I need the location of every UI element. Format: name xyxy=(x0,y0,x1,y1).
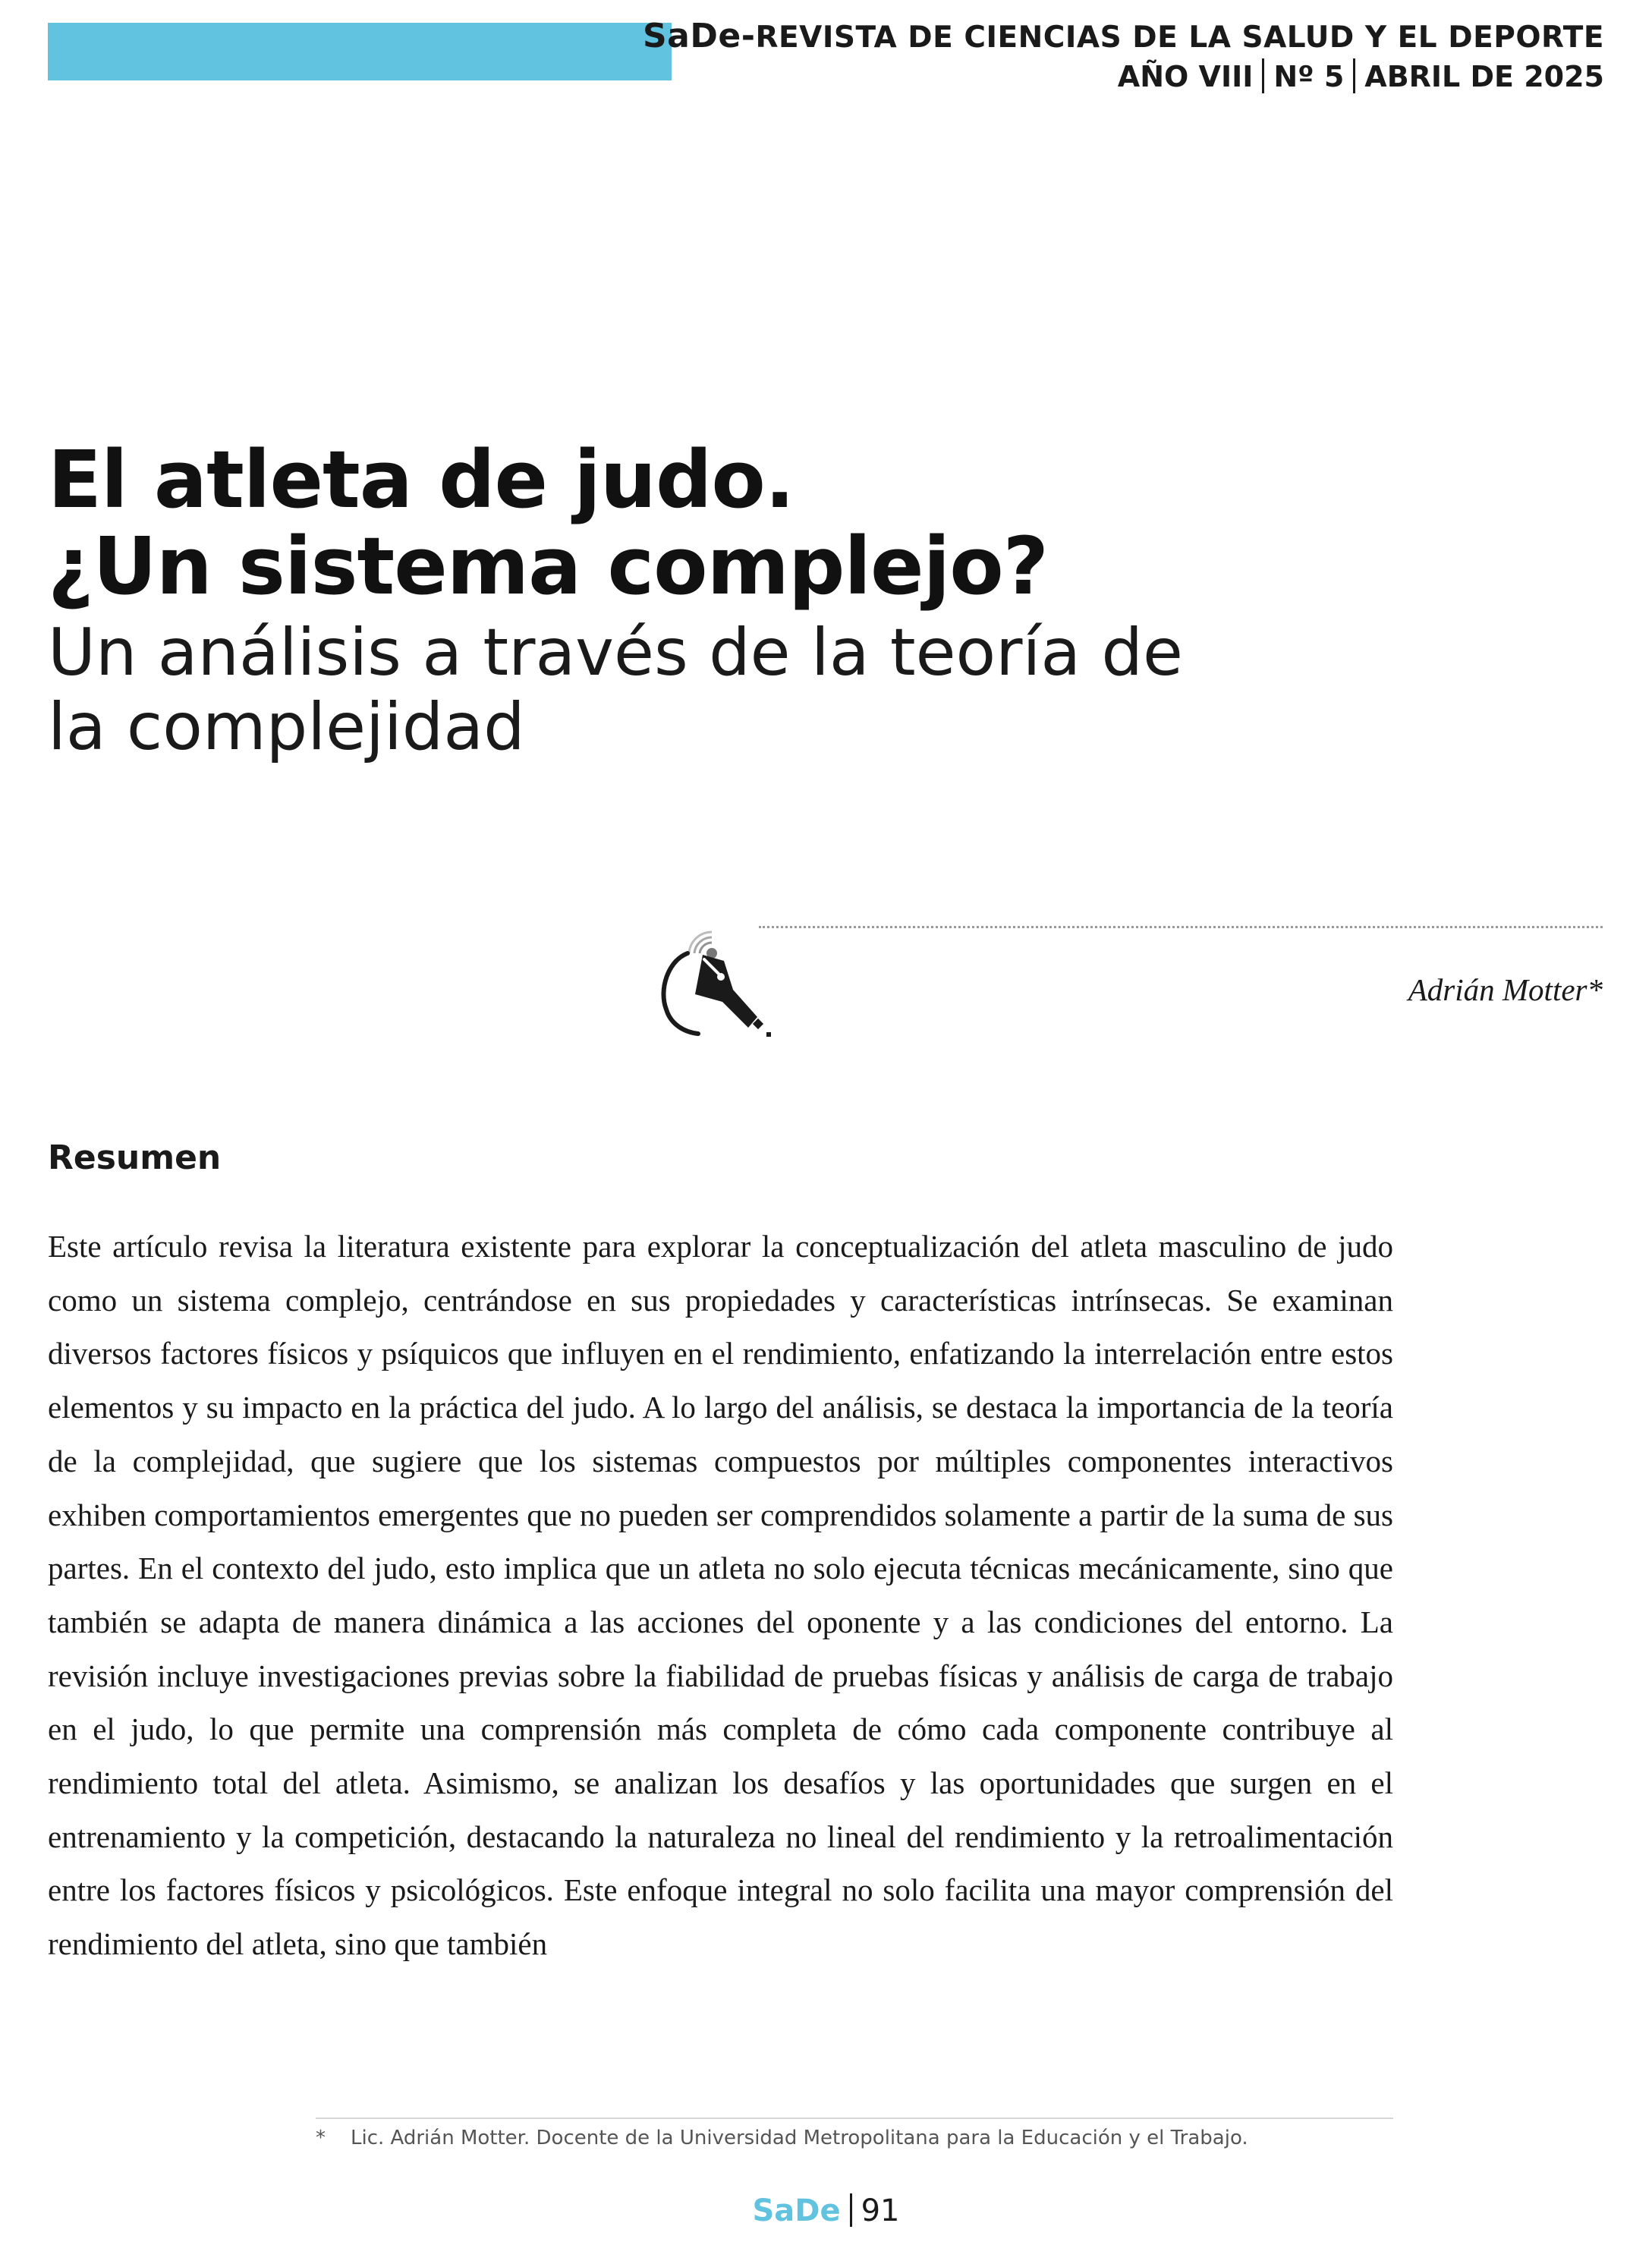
author-divider xyxy=(759,926,1603,928)
footer-separator xyxy=(850,2193,852,2227)
journal-date: ABRIL DE 2025 xyxy=(1364,60,1604,93)
journal-brand: SaDe- xyxy=(642,17,756,55)
journal-issue-line xyxy=(643,58,1604,96)
page-number: 91 xyxy=(861,2193,900,2228)
journal-name: REVISTA DE CIENCIAS DE LA SALUD Y EL DEPORTE xyxy=(755,20,1604,55)
footer-brand: SaDe xyxy=(752,2193,841,2228)
issue-separator xyxy=(1262,58,1264,93)
journal-year: AÑO VIII xyxy=(1117,60,1254,93)
article-title xyxy=(48,433,1338,612)
footnote-divider xyxy=(316,2118,1393,2119)
pen-nib-icon xyxy=(654,927,774,1043)
article-subtitle-line-1: Un análisis a través de la teoría de xyxy=(48,615,1183,691)
issue-separator xyxy=(1353,58,1355,93)
journal-header xyxy=(643,17,1604,96)
author-name: Adrián Motter* xyxy=(1408,972,1603,1007)
footnote xyxy=(316,2127,1248,2149)
article-title-line-2: ¿Un sistema complejo? xyxy=(48,520,1048,612)
header-accent-bar xyxy=(48,23,672,80)
article-title-block xyxy=(48,433,1338,765)
article-title-line-1: El atleta de judo. xyxy=(48,433,795,526)
article-subtitle-line-2: la complejidad xyxy=(48,689,525,765)
journal-number: Nº 5 xyxy=(1273,60,1345,93)
page-footer xyxy=(0,2193,1652,2228)
article-subtitle xyxy=(48,616,1338,764)
abstract-heading: Resumen xyxy=(48,1138,222,1177)
footnote-text: Lic. Adrián Motter. Docente de la Universidad Metropolitana para la Educación y el Trabajo. xyxy=(351,2127,1248,2149)
abstract-text: Este artículo revisa la literatura existente para explorar la conceptualización del atleta masculino de judo como un sistema complejo, centrándose en sus propiedades y características intrínsecas. Se examinan diversos factores físicos y psíquicos que influyen en el rendimiento, enfatizando la interrelación entre estos elementos y su impacto en la práctica del judo. A lo largo del análisis, se destaca la importancia de la teoría de la complejidad, que sugiere que los sistemas compuestos por múltiples componentes interactivos exhiben comportamientos emergentes que no pueden ser comprendidos solamente a partir de la suma de sus partes. En el contexto del judo, esto implica que un atleta no solo ejecuta técnicas mecánicamente, sino que también se adapta de manera dinámica a las acciones del oponente y a las condiciones del entorno. La revisión incluye investigaciones previas sobre la fiabilidad de pruebas físicas y análisis de carga de trabajo en el judo, lo que permite una comprensión más completa de cómo cada componente contribuye al rendimiento total del atleta. Asimismo, se analizan los desafíos y las oportunidades que surgen en el entrenamiento y la competición, destacando la naturaleza no lineal del rendimiento y la retroalimentación entre los factores físicos y psicológicos. Este enfoque integral no solo facilita una mayor comprensión del rendimiento del atleta, sino que también xyxy=(48,1229,1393,1962)
journal-title-line xyxy=(643,17,1604,58)
footnote-marker: * xyxy=(316,2127,326,2149)
